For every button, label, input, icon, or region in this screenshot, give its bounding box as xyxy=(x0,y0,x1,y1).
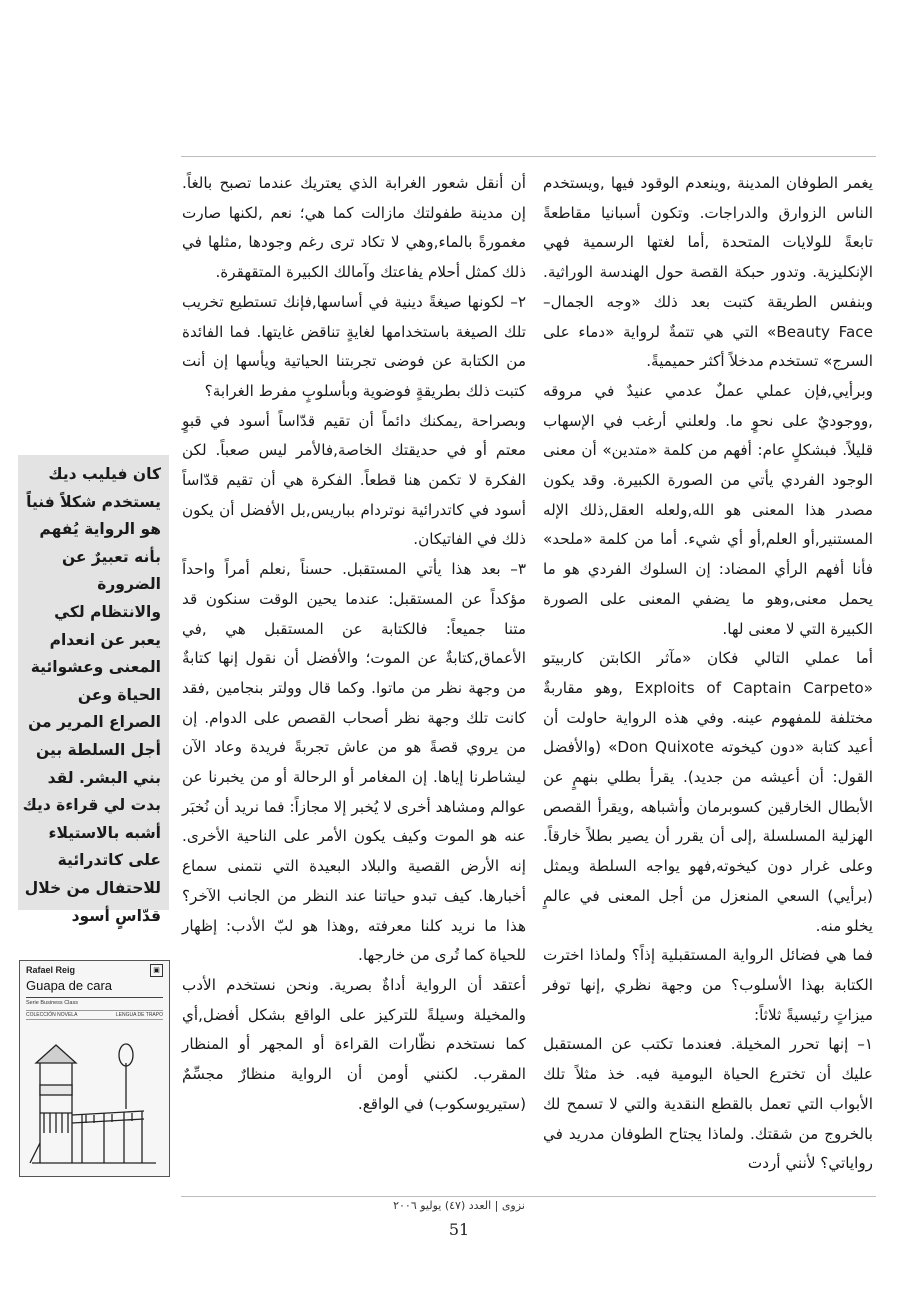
pull-quote-box xyxy=(18,455,169,925)
paragraph: أعتقد أن الرواية أداةٌ بصرية. ونحن نستخدم الأدب والمخيلة وسيلةً للتركيز على الواقع بشكل أفضل,أي كما نستخدم نظّارات القراءة أو المجهر أو المنظار المقرب. لكنني أومن أن الرواية منظارٌ مجسِّمٌ (ستيريوسكوب) في الواقع. xyxy=(182,975,526,1113)
book-publisher-strip xyxy=(26,1010,163,1020)
issue-line: نزوى | العدد (٤٧) يوليو ٢٠٠٦ xyxy=(393,1199,525,1212)
article-column-middle xyxy=(182,169,526,1191)
bottom-rule xyxy=(181,1196,876,1197)
page-number: 51 xyxy=(448,1220,470,1239)
book-cover-image xyxy=(19,960,170,1177)
book-title: Guapa de cara xyxy=(26,978,113,993)
pull-quote-text: كان فيليب ديك يستخدم شكلاً فنياً هو الرواية يُفهم بأنه تعبيرٌ عن الضرورة والانتظام لكي يعبر عن انعدام المعنى وعشوائية الحياة وعن الصراع المرير من أجل السلطة بين بني البشر. لقد بدت لي قراءة ديك أشبه بالاستيلاء على كاتدرائية للاحتفال من خلال قدّاسٍ أسود xyxy=(22,465,161,925)
book-series: Serie Business Class xyxy=(26,1000,78,1006)
top-rule xyxy=(181,156,876,157)
divider xyxy=(26,997,163,998)
publisher-name: LENGUA DE TRAPO xyxy=(115,1012,163,1018)
paragraph: فما هي فضائل الرواية المستقبلية إذاً؟ ولماذا اخترت الكتابة بهذا الأسلوب؟ من وجهة نظري ,إنها توفر ميزاتٍ رئيسيةً ثلاثاً: xyxy=(543,946,873,1024)
paragraph: ٣– بعد هذا يأتي المستقبل. حسناً ,نعلم أمراً واحداً مؤكداً عن المستقبل: عندما يحين الوقت سنكون قد متنا جميعاً: فالكتابة عن المستقبل هي ,في الأعماق,كتابةٌ عن الموت؛ والأفضل أن نقول إنها كتابةٌ من وجهة نظر من ماتوا. وكما قال وولتر بنجامين ,فقد كانت تلك وجهة نظر أصحاب القصص على الدوام. إن من يروي قصةً هو من عاش تجربةً فريدة وعاد الآن ليشاطرنا إياها. إن المغامر أو الرحالة أو من يخبرنا عن عوالم ومشاهد أخرى لا يُخبر إلا مجازاً: فما نريد أن نُخبَر عنه هو الموت وكيف يكون الأمر على الناحية الأخرى. إنه الأرض القصية والبلاد البعيدة التي نتمنى سماع أخبارها. كيف تبدو حياتنا عند النظر من الجانب الآخر؟ هذا ما نريد كلنا معرفته ,وهذا هو لبّ الأدب: إظهار للحياة كما تُرى من خارجها. xyxy=(182,560,526,965)
article-column-right xyxy=(543,169,873,1191)
paragraph: ٢– لكونها صيغةً دينية في أساسها,فإنك تستطيع تخريب تلك الصيغة باستخدامها لغايةٍ تناقض غايتها. فما الفائدة من الكتابة عن فوضى تجربتنا الحياتية ويأسها إن أنت كتبت ذلك بطريقةٍ فوضوية وبأسلوبٍ مفرط الغرابة؟ xyxy=(182,292,526,400)
publisher-logo-icon: ▣ xyxy=(150,964,163,977)
paragraph: أن أنقل شعور الغرابة الذي يعتريك عندما تصبح بالغاً. إن مدينة طفولتك مازالت كما هي؛ نعم ,لكنها صارت مغمورةً بالماء,وهي لا تكاد ترى رغم وجودها ,مثلها في ذلك كمثل أحلام يفاعتك وآمالك الكبيرة المتقهقرة. xyxy=(182,174,526,282)
paragraph: وبرأيي,فإن عملي عملٌ عدمي عنيدٌ في مروقه ,ووجوديٌ على نحوٍ ما. ولعلني أرغب في الإسهاب قليلاً. فبشكلٍ عام: أفهم من كلمة «متدين» أن معنى الوجود الفردي يأتي من الصورة الكبيرة. وقد يكون مصدر هذا المعنى هو الله,ولعله العقل,ذلك الإله المستنير,أو العلم,أو أي شيء. أما من كلمة «ملحد» فأنا أفهم الرأي المضاد: إن السلوك الفردي هو ما يحمل معنى,وهو ما يضفي المعنى على الصورة الكبيرة التي لا معنى لها. xyxy=(543,381,873,638)
book-author: Rafael Reig xyxy=(26,965,76,975)
playground-illustration-icon xyxy=(24,1023,166,1173)
paragraph: يغمر الطوفان المدينة ,وينعدم الوقود فيها ,ويستخدم الناس الزوارق والدراجات. وتكون أسبانيا مقاطعةً تابعةً للولايات المتحدة ,أما لغتها الرسمية فهي الإنكليزية. وتدور حبكة القصة حول الهندسة الوراثية. وبنفس الطريقة كتبت بعد ذلك «وجه الجمال–Beauty Face» التي هي تتمةٌ لرواية «دماء على السرج» تستخدم مدخلاً أكثر حميميةً. xyxy=(543,174,873,371)
publisher-collection: COLECCIÓN NOVELA xyxy=(26,1012,78,1018)
paragraph: أما عملي التالي فكان «مآثر الكابتن كاربيتو «Exploits of Captain Carpeto ,وهو مقاربةٌ مختلفة للمفهوم عينه. وفي هذه الرواية حاولت أن أعيد كتابة «دون كيخوته Don Quixote» (والأفضل القول: أن أعيشه من جديد). يقرأ بطلي بنهمٍ عن الأبطال الخارقين كسوبرمان وأشباهه ,ويقرأ القصص الهزلية المسلسلة ,إلى أن يقرر أن يصير بطلاً خارقاً. وعلى غرار دون كيخوته,فهو يواجه السلطة ويمثل (برأيي) السعي المنعزل من أجل المعنى في عالمٍ يخلو منه. xyxy=(543,649,873,935)
paragraph: ١– إنها تحرر المخيلة. فعندما تكتب عن المستقبل عليك أن تخترع الحياة اليومية فيه. خذ مثلاً تلك الأبواب التي تعمل بالقطع النقدية والتي لا تسمح لك بالخروج من شقتك. ولماذا يجتاح الطوفان مدريد في رواياتي؟ لأنني أردت xyxy=(543,1035,873,1173)
paragraph: وبصراحة ,يمكنك دائماً أن تقيم قدّاساً أسود في قبوٍ معتم أو في حديقتك الخاصة,فالأمر ليس صعباً. لكن الفكرة لا تكمن هنا قطعاً. الفكرة هي أن تقيم قدّاساً أسود في كاتدرائية نوتردام بباريس,بل الأفضل أن يكون ذلك في الفاتيكان. xyxy=(182,411,526,549)
